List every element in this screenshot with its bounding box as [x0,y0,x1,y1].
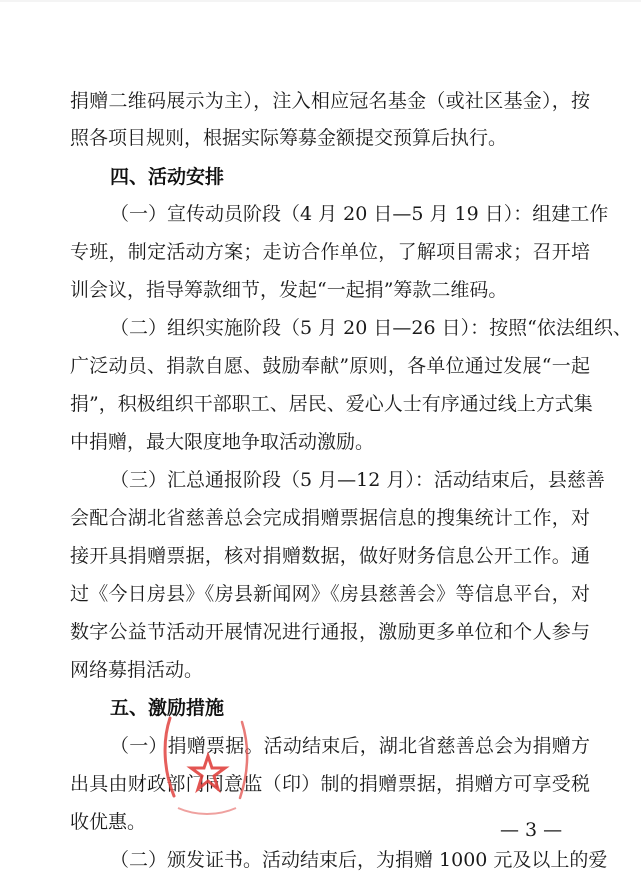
body-line: 广泛动员、捐款自愿、鼓励奉献”原则，各单位通过发展“一起 [70,355,590,377]
seal-stamp-fragment [156,712,256,822]
body-line: 出具由财政部门同意监（印）制的捐赠票据，捐赠方可享受税 [70,773,590,795]
body-line: （一）捐赠票据。活动结束后，湖北省慈善总会为捐赠方 [110,735,590,757]
body-line: 中捐赠，最大限度地争取活动激励。 [70,431,375,453]
section-heading: 五、激励措施 [110,697,225,719]
body-line: 过《今日房县》《房县新闻网》《房县慈善会》等信息平台，对 [70,583,590,605]
body-line: 会配合湖北省慈善总会完成捐赠票据信息的搜集统计工作，对 [70,507,590,529]
body-line: 捐赠二维码展示为主），注入相应冠名基金（或社区基金），按 [70,90,590,112]
page-number: — 3 — [500,819,563,841]
page-top-edge [0,0,641,2]
body-line: （三）汇总通报阶段（5 月—12 月）：活动结束后，县慈善 [110,469,605,491]
body-line: 训会议，指导筹款细节，发起“一起捐”筹款二维码。 [70,279,508,301]
body-line: （一）宣传动员阶段（4 月 20 日—5 月 19 日）：组建工作 [110,203,609,225]
body-line: 网络募捐活动。 [70,659,204,681]
body-line: （二）组织实施阶段（5 月 20 日—26 日）：按照“依法组织、 [110,317,632,339]
body-line: （二）颁发证书。活动结束后，为捐赠 1000 元及以上的爱 [110,849,608,871]
section-heading: 四、活动安排 [110,166,225,188]
body-line: 数字公益节活动开展情况进行通报，激励更多单位和个人参与 [70,621,590,643]
body-line: 照各项目规则，根据实际筹募金额提交预算后执行。 [70,127,508,149]
body-line: 收优惠。 [70,811,147,833]
body-line: 专班，制定活动方案；走访合作单位，了解项目需求；召开培 [70,241,590,263]
body-line: 接开具捐赠票据，核对捐赠数据，做好财务信息公开工作。通 [70,545,590,567]
body-line: 捐”，积极组织干部职工、居民、爱心人士有序通过线上方式集 [70,393,593,415]
